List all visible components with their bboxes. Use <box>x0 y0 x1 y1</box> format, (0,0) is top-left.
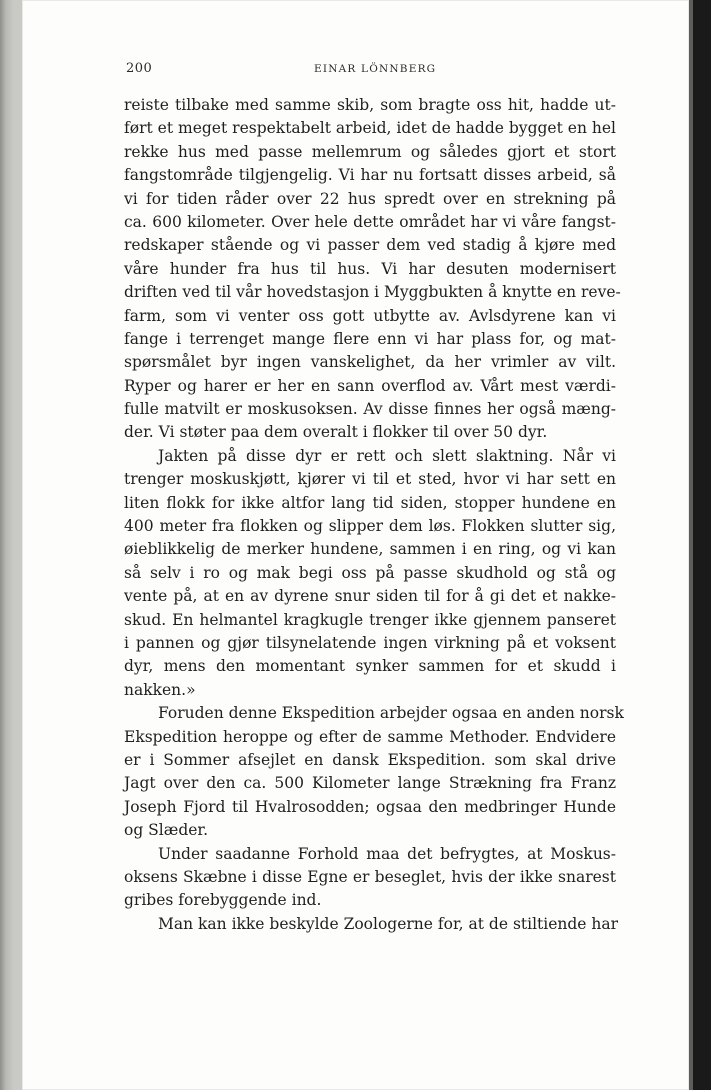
running-head: EINAR LÖNNBERG <box>314 63 437 75</box>
text-line: ca. 600 kilometer. Over hele dette området har vi våre fangst- <box>124 212 616 231</box>
text-line: øieblikkelig de merker hundene, sammen i en ring, og vi kan <box>124 540 616 559</box>
text-line: driften ved til vår hovedstasjon i Myggbukten å knytte en reve- <box>124 283 621 302</box>
text-line: ført et meget respektabelt arbeid, idet de hadde bygget en hel <box>124 119 616 138</box>
text-line: Ryper og harer er her en sann overflod av. Vårt mest værdi- <box>124 376 616 395</box>
text-line: nakken.» <box>124 680 196 699</box>
text-line: Under saadanne Forhold maa det befrygtes, at Moskus- <box>158 844 616 863</box>
text-line: fangstområde tilgjengelig. Vi har nu fortsatt disses arbeid, så <box>124 166 616 185</box>
page-header <box>126 61 614 81</box>
text-line: vi for tiden råder over 22 hus spredt over en strekning på <box>124 189 616 208</box>
text-line: spørsmålet byr ingen vanskelighet, da her vrimler av vilt. <box>124 353 616 372</box>
text-line: reiste tilbake med samme skib, som bragte oss hit, hadde ut- <box>124 96 616 114</box>
text-line: fange i terrenget mange flere enn vi har plass for, og mat- <box>124 329 616 348</box>
text-line: Foruden denne Ekspedition arbejder ogsaa en anden norsk <box>158 704 624 723</box>
text-line: oksens Skæbne i disse Egne er beseglet, hvis der ikke snarest <box>124 867 616 886</box>
text-line: Man kan ikke beskylde Zoologerne for, at de stiltiende har <box>158 914 619 933</box>
text-line: gribes forebyggende ind. <box>124 891 322 910</box>
text-line: 400 meter fra flokken og slipper dem løs. Flokken slutter sig, <box>124 517 616 536</box>
text-line: vente på, at en av dyrene snur siden til for å gi det et nakke- <box>124 587 616 606</box>
text-line: Jagt over den ca. 500 Kilometer lange Strækning fra Franz <box>124 774 616 793</box>
text-line: fulle matvilt er moskusoksen. Av disse finnes her også mæng- <box>124 400 616 419</box>
text-line: trenger moskuskjøtt, kjører vi til et sted, hvor vi har sett en <box>124 470 616 489</box>
text-line: Joseph Fjord til Hvalrosodden; ogsaa den medbringer Hunde <box>124 797 616 816</box>
text-line: redskaper stående og vi passer dem ved stadig å kjøre med <box>124 236 616 255</box>
text-line: våre hunder fra hus til hus. Vi har desuten modernisert <box>124 259 616 278</box>
text-line: rekke hus med passe mellemrum og således gjort et stort <box>124 142 616 161</box>
text-line: dyr, mens den momentant synker sammen for et skudd i <box>124 657 616 676</box>
page-number: 200 <box>126 61 153 76</box>
text-line: Ekspedition heroppe og efter de samme Methoder. Endvidere <box>124 727 616 746</box>
text-line: Jakten på disse dyr er rett och slett slaktning. Når vi <box>158 446 616 465</box>
text-line: i pannen og gjør tilsynelatende ingen virkning på et voksent <box>124 633 616 652</box>
text-line: farm, som vi venter oss gott utbytte av. Avlsdyrene kan vi <box>124 306 616 325</box>
text-line: er i Sommer afsejlet en dansk Ekspedition. som skal drive <box>124 750 616 769</box>
text-line: skud. En helmantel kragkugle trenger ikke gjennem panseret <box>124 610 616 629</box>
text-line: og Slæder. <box>124 821 209 840</box>
text-line: der. Vi støter paa dem overalt i flokker til over 50 dyr. <box>124 423 548 442</box>
page-edge-shadow <box>689 0 693 1090</box>
text-line: liten flokk for ikke altfor lang tid siden, stopper hundene en <box>124 493 616 512</box>
text-line: så selv i ro og mak begi oss på passe skudhold og stå og <box>124 563 616 582</box>
body-text <box>124 94 624 936</box>
